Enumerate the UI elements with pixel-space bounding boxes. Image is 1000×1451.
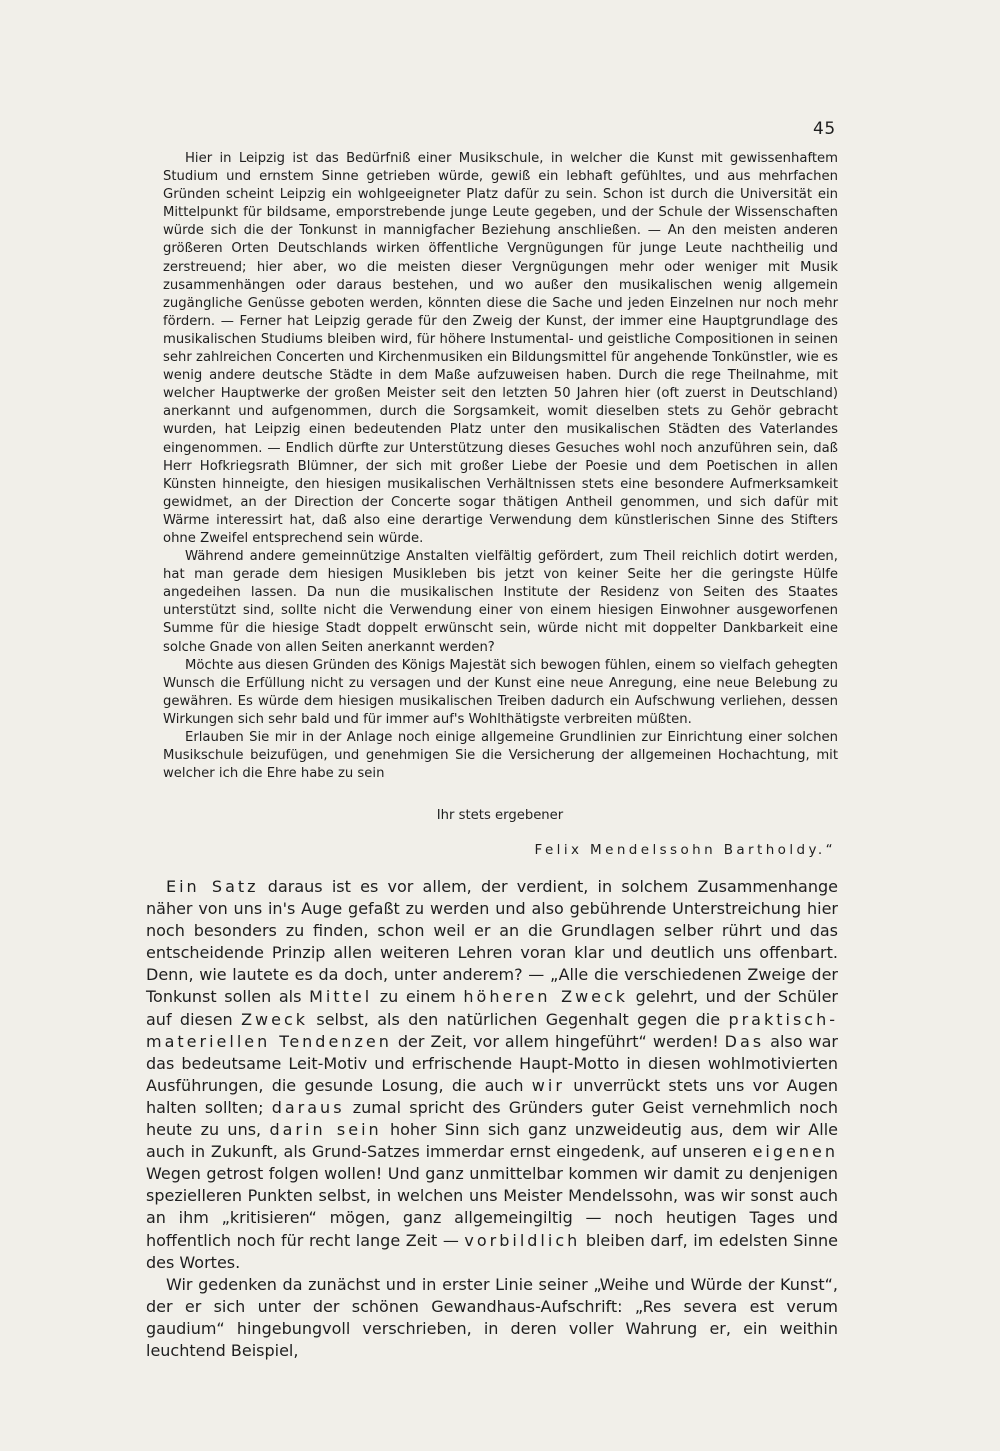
spaced-emphasis-text: praktisch-materiellen Tendenzen: [146, 1009, 839, 1051]
body-text-run: zu einem: [372, 987, 464, 1007]
letter-closing: Ihr stets ergebener: [436, 808, 564, 823]
body-text-run: unverrückt stets uns vor Augen halten sollten;: [146, 1075, 839, 1117]
page-number: 45: [813, 119, 836, 139]
spaced-emphasis-text: Das: [724, 1031, 765, 1051]
body-text-run: der Zeit, vor allem hingeführt“ werden!: [391, 1031, 725, 1051]
letter-signature: Felix Mendelssohn Bartholdy.“: [534, 842, 836, 858]
essay-paragraph-1: [146, 876, 838, 1274]
letter-paragraph-3: Möchte aus diesen Gründen des Königs Majestät sich bewogen fühlen, einem so vielfach gehegten Wunsch die Erfüllung nicht zu versagen und der Kunst eine neue Anregung, eine neue Belebung zu gewähren. Es würde dem hiesigen musikalischen Treiben dadurch ein Aufschwung verliehen, dessen Wirkungen sich sehr bald und für immer auf's Wohlthätigste verbreiten müßten.: [163, 657, 838, 727]
letter-paragraph-1: Hier in Leipzig ist das Bedürfniß einer Musikschule, in welcher die Kunst mit gewissenhaftem Studium und ernstem Sinne getrieben würde, gewiß ein lebhaft gefühltes, und aus mehrfachen Gründen scheint Leipzig ein wohlgeeigneter Platz dafür zu sein. Schon ist durch die Universität ein Mittelpunkt für bildsame, emporstrebende junge Leute gegeben, und der Schule der Wissenschaften würde sich die der Tonkunst in mannigfacher Beziehung anschließen. — An den meisten anderen größeren Orten Deutschlands wirken öffentliche Vergnügungen für junge Leute nachtheilig und zerstreuend; hier aber, wo die meisten dieser Vergnügungen mehr oder weniger mit Musik zusammenhängen oder daraus bestehen, und wo außer den musikalischen wenig allgemein zugängliche Genüsse geboten werden, könnten diese die Sache und jeden Einzelnen nur noch mehr fördern. — Ferner hat Leipzig gerade für den Zweig der Kunst, der immer eine Hauptgrundlage des musikalischen Studiums bleiben wird, für höhere Instumental- und geistliche Compositionen in seinen sehr zahlreichen Concerten und Kirchenmusiken ein Bildungsmittel für angehende Tonkünstler, wie es wenig andere deutsche Städte in dem Maße aufzuweisen haben. Durch die rege Theilnahme, mit welcher Hauptwerke der großen Meister seit den letzten 50 Jahren hier (oft zuerst in Deutschland) anerkannt und aufgenommen, durch die Sorgsamkeit, womit dieselben stets zu Gehör gebracht wurden, hat Leipzig einen bedeutenden Platz unter den musikalischen Städten des Vaterlandes eingenommen. — Endlich dürfte zur Unterstützung dieses Gesuches wohl noch anzuführen sein, daß Herr Hofkriegsrath Blümner, der sich mit großer Liebe der Poesie und dem Poetischen in allen Künsten hinneigte, den hiesigen musikalischen Verhältnissen stets eine besondere Aufmerksamkeit gewidmet, an der Direction der Concerte sogar thätigen Antheil genommen, und sich dafür mit Wärme interessirt hat, daß also eine derartige Verwendung dem künstlerischen Sinne des Stifters ohne Zweifel entsprechend sein würde.: [163, 151, 838, 546]
body-text-run: daraus ist es vor allem, der verdient, in solchem Zusammenhange näher von uns in's Auge gefaßt zu werden und also gebührende Unterstreichung hier noch besonders zu finden, schon weil er an die Grundlagen selber rührt und das entscheidende Prinzip allen weiteren Lehren voran klar und deutlich uns offenbart. Denn, wie lautete es da doch, unter anderem? — „Alle die verschiedenen Zweige der Tonkunst sollen als: [146, 877, 838, 1007]
essay-paragraph-2: Wir gedenken da zunächst und in erster Linie seiner „Weihe und Würde der Kunst“, der er sich unter der schönen Gewandhaus-Aufschrift: „Res severa est verum gaudium“ hingebungvoll verschrieben, in deren voller Wahrung er, ein weithin leuchtend Beispiel,: [146, 1274, 838, 1360]
essay-text: [146, 876, 838, 1362]
body-text-run: gelehrt, und der Schüler auf diesen: [146, 987, 838, 1029]
body-text-run: selbst, als den natürlichen Gegenhalt gegen die: [308, 1009, 729, 1029]
spaced-emphasis-text: wir: [531, 1075, 565, 1095]
body-text-run: Wegen getrost folgen wollen! Und ganz unmittelbar kommen wir damit zu denjenigen spezielleren Punkten selbst, in welchen uns Meister Mendelssohn, was wir sonst auch an ihm „kritisieren“ mögen, ganz allgemeingiltig — noch heutigen Tages und hoffentlich noch für recht lange Zeit —: [146, 1164, 838, 1250]
spaced-emphasis-text: Ein Satz: [166, 877, 259, 896]
spaced-emphasis-text: Zweck: [241, 1009, 309, 1029]
spaced-emphasis-text: daraus: [271, 1097, 345, 1117]
spaced-emphasis-text: höheren Zweck: [463, 987, 629, 1007]
body-text-run: zumal spricht des Gründers guter Geist vernehmlich noch heute zu uns,: [146, 1097, 838, 1140]
body-text-run: hoher Sinn sich ganz unzweideutig aus, dem wir Alle auch in Zukunft, als Grund-Satzes immerdar ernst eingedenk, auf unseren: [146, 1120, 838, 1162]
letter-text: [163, 150, 838, 783]
body-text-run: bleiben darf, im edelsten Sinne des Wortes.: [146, 1230, 839, 1272]
spaced-emphasis-text: darin sein: [269, 1120, 382, 1140]
body-text-run: also war das bedeutsame Leit-Motiv und erfrischende Haupt-Motto in diesen wohlmotivierten Ausführungen, die gesunde Losung, die auch: [146, 1031, 838, 1095]
letter-paragraph-4: Erlauben Sie mir in der Anlage noch einige allgemeine Grundlinien zur Einrichtung einer solchen Musikschule beizufügen, und genehmigen Sie die Versicherung der allgemeinen Hochachtung, mit welcher ich die Ehre habe zu sein: [163, 730, 838, 782]
spaced-emphasis-text: Mittel: [309, 987, 373, 1007]
spaced-emphasis-text: eigenen: [752, 1142, 838, 1162]
spaced-emphasis-text: vorbildlich: [464, 1230, 581, 1250]
letter-paragraph-2: Während andere gemeinnützige Anstalten vielfältig gefördert, zum Theil reichlich dotirt werden, hat man gerade dem hiesigen Musikleben bis jetzt von keiner Seite her die geringste Hülfe angedeihen lassen. Da nun die musikalischen Institute der Residenz von Seiten des Staates unterstützt sind, sollte nicht die Verwendung einer von einem hiesigen Einwohner ausgeworfenen Summe für die hiesige Stadt doppelt erwünscht sein, würde nicht mit doppelter Dankbarkeit eine solche Gnade von allen Seiten anerkannt werden?: [163, 549, 838, 655]
